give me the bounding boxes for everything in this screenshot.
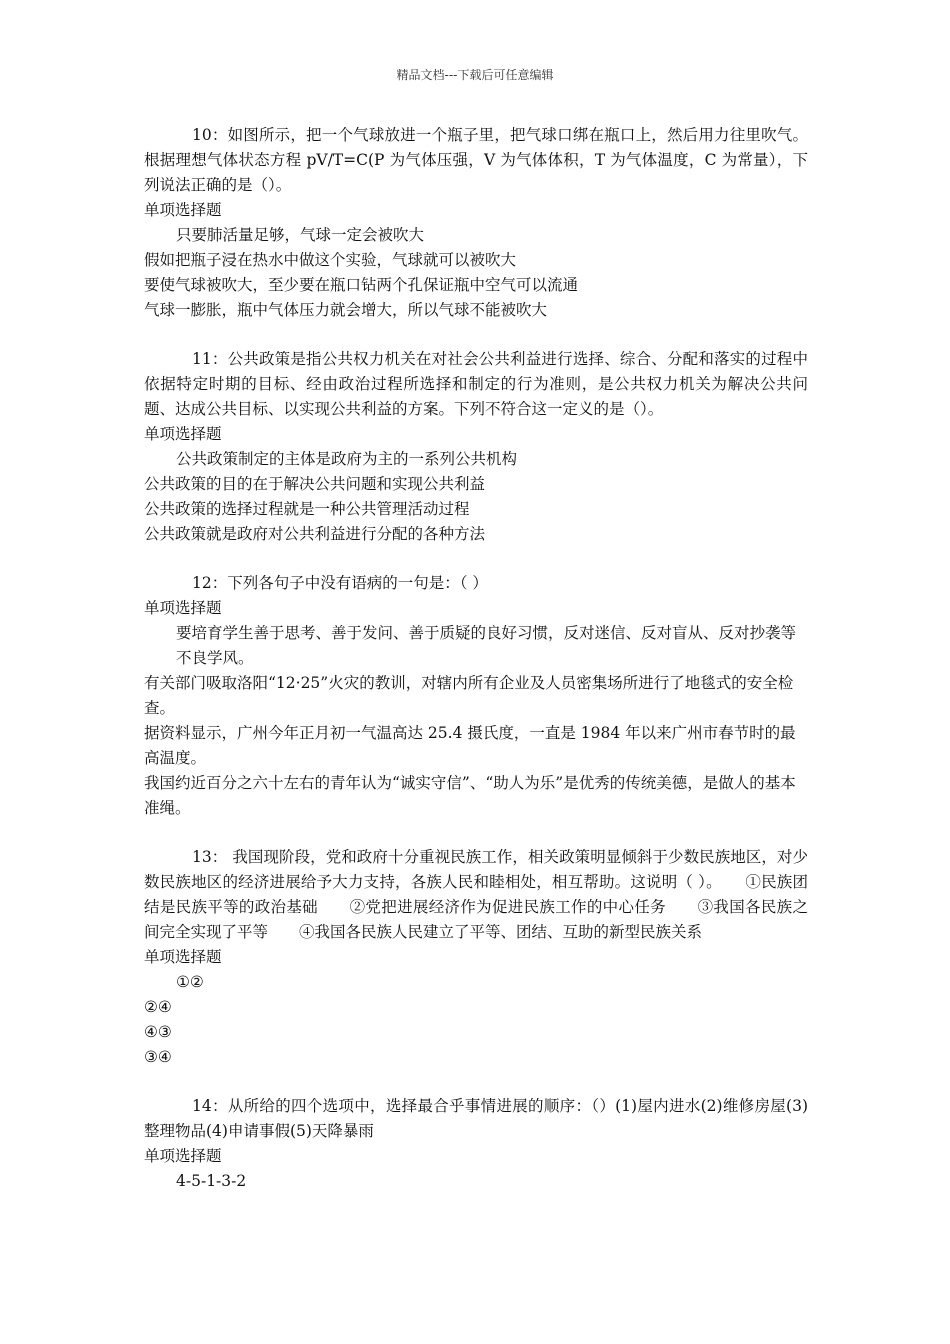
option-c: ④③ [144, 1023, 172, 1041]
option-b: 公共政策的目的在于解决公共问题和实现公共利益 [144, 475, 486, 493]
question-list [144, 123, 808, 1218]
question-type: 单项选择题 [144, 948, 222, 966]
question-type: 单项选择题 [144, 599, 222, 617]
option-c: 公共政策的选择过程就是一种公共管理活动过程 [144, 500, 470, 518]
option-b: ②④ [144, 998, 172, 1016]
question-13 [144, 845, 808, 1070]
question-type: 单项选择题 [144, 201, 222, 219]
page-header: 精品文档---下载后可任意编辑 [396, 68, 554, 82]
option-b: 有关部门吸取洛阳“12·25”火灾的教训，对辖内所有企业及人员密集场所进行了地毯式的安全检查。 [144, 674, 794, 717]
question-stem: 13： 我国现阶段，党和政府十分重视民族工作，相关政策明显倾斜于少数民族地区，对少数民族地区的经济进展给予大力支持，各族人民和睦相处，相互帮助。这说明（ ）。 ①民族团结是民族平等的政治基础 ②党把进展经济作为促进民族工作的中心任务 ③我国各民族之间完全实现了平等 ④我国各民族人民建立了平等、团结、互助的新型民族关系 [144, 848, 808, 941]
option-d: 公共政策就是政府对公共利益进行分配的各种方法 [144, 525, 486, 543]
question-14 [144, 1094, 808, 1194]
option-a: 4-5-1-3-2 [176, 1172, 247, 1190]
option-d: 我国约近百分之六十左右的青年认为“诚实守信”、“助人为乐”是优秀的传统美德，是做人的基本准绳。 [144, 774, 796, 817]
option-c: 要使气球被吹大，至少要在瓶口钻两个孔保证瓶中空气可以流通 [144, 276, 579, 294]
option-a: ①② [176, 973, 204, 991]
question-type: 单项选择题 [144, 425, 222, 443]
question-type: 单项选择题 [144, 1147, 222, 1165]
question-stem: 12：下列各句子中没有语病的一句是：（ ） [192, 574, 488, 592]
option-c: 据资料显示，广州今年正月初一气温高达 25.4 摄氏度，一直是 1984 年以来广州市春节时的最高温度。 [144, 724, 796, 767]
option-d: 气球一膨胀，瓶中气体压力就会增大，所以气球不能被吹大 [144, 301, 548, 319]
question-stem: 14：从所给的四个选项中，选择最合乎事情进展的顺序：（）(1)屋内进水(2)维修房屋(3)整理物品(4)申请事假(5)天降暴雨 [144, 1097, 808, 1140]
option-a: 只要肺活量足够，气球一定会被吹大 [176, 226, 425, 244]
question-12 [144, 571, 808, 821]
question-stem: 11：公共政策是指公共权力机关在对社会公共利益进行选择、综合、分配和落实的过程中依据特定时期的目标、经由政治过程所选择和制定的行为准则，是公共权力机关为解决公共问题、达成公共目标、以实现公共利益的方案。下列不符合这一定义的是（）。 [144, 350, 808, 418]
option-a: 要培育学生善于思考、善于发问、善于质疑的良好习惯，反对迷信、反对盲从、反对抄袭等不良学风。 [176, 624, 797, 667]
question-11 [144, 347, 808, 547]
option-a: 公共政策制定的主体是政府为主的一系列公共机构 [176, 450, 518, 468]
question-10 [144, 123, 808, 323]
question-stem: 10：如图所示，把一个气球放进一个瓶子里，把气球口绑在瓶口上，然后用力往里吹气。根据理想气体状态方程 pV/T=C(P 为气体压强，V 为气体体积，T 为气体温度，C 为常量），下列说法正确的是（）。 [144, 126, 808, 194]
option-b: 假如把瓶子浸在热水中做这个实验，气球就可以被吹大 [144, 251, 517, 269]
option-d: ③④ [144, 1048, 172, 1066]
